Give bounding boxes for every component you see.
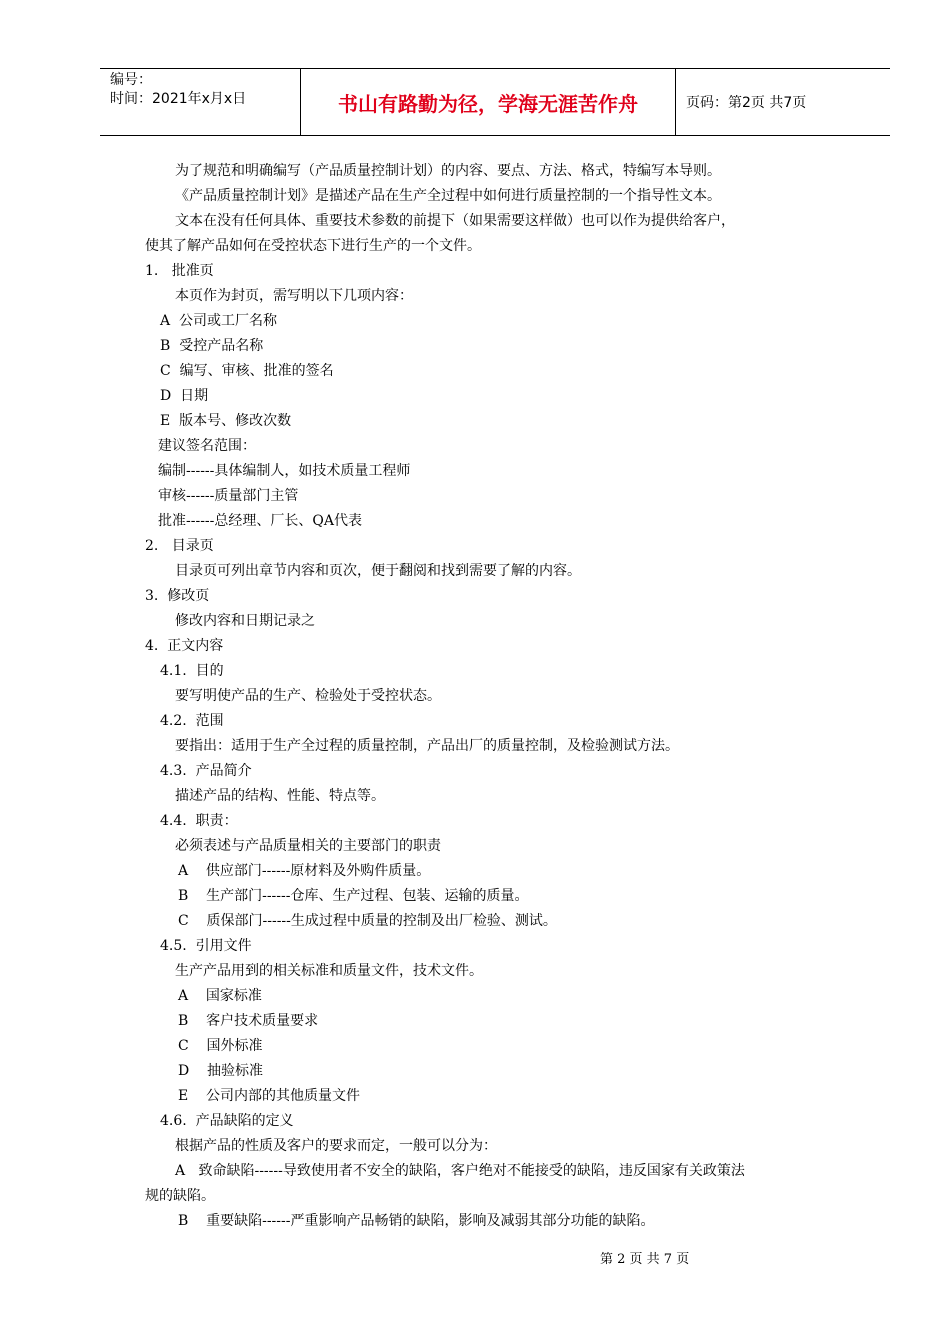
subsection-heading: 4.6. 产品缺陷的定义: [160, 1113, 294, 1129]
body-text: 目录页可列出章节内容和页次，便于翻阅和找到需要了解的内容。: [175, 563, 581, 579]
intro-line: 《产品质量控制计划》是描述产品在生产全过程中如何进行质量控制的一个指导性文本。: [175, 188, 721, 204]
body-text: 本页作为封页，需写明以下几项内容：: [175, 288, 413, 304]
intro-line: 使其了解产品如何在受控状态下进行生产的一个文件。: [145, 238, 481, 254]
section-heading: 2. 目录页: [145, 538, 214, 554]
list-item: A 供应部门------原材料及外购件质量。: [178, 863, 431, 879]
subsection-heading: 4.2. 范围: [160, 713, 224, 729]
list-item: B 重要缺陷------严重影响产品畅销的缺陷，影响及减弱其部分功能的缺陷。: [178, 1213, 655, 1229]
body-text: 描述产品的结构、性能、特点等。: [175, 788, 385, 804]
list-item: D 抽验标准: [178, 1063, 264, 1079]
list-item: A 公司或工厂名称: [160, 313, 278, 329]
list-item: A 致命缺陷------导致使用者不安全的缺陷，客户绝对不能接受的缺陷，违反国家有关政策法: [175, 1163, 745, 1179]
body-text: 根据产品的性质及客户的要求而定，一般可以分为：: [175, 1138, 497, 1154]
list-item: E 版本号、修改次数: [160, 413, 292, 429]
header-meta: [100, 69, 301, 135]
body-text: 生产产品用到的相关标准和质量文件，技术文件。: [175, 963, 483, 979]
list-item: D 日期: [160, 388, 209, 404]
signature-role: 批准------总经理、厂长、QA代表: [158, 513, 362, 529]
section-heading: 1. 批准页: [145, 263, 214, 279]
list-item-continuation: 规的缺陷。: [145, 1188, 215, 1204]
header-motto: 书山有路勤为径，学海无涯苦作舟: [301, 69, 676, 135]
body-text: 建议签名范围：: [158, 438, 256, 454]
section-heading: 4. 正文内容: [145, 638, 224, 654]
list-item: C 质保部门------生成过程中质量的控制及出厂检验、测试。: [178, 913, 557, 929]
body-text: 必须表述与产品质量相关的主要部门的职责: [175, 838, 441, 854]
subsection-heading: 4.5. 引用文件: [160, 938, 252, 954]
section-heading: 3. 修改页: [145, 588, 210, 604]
body-text: 修改内容和日期记录之: [175, 613, 315, 629]
header-page-number: 页码：第2页 共7页: [686, 95, 807, 111]
intro-line: 为了规范和明确编写（产品质量控制计划）的内容、要点、方法、格式，特编写本导则。: [175, 163, 721, 179]
list-item: C 国外标准: [178, 1038, 263, 1054]
body-text: 要写明使产品的生产、检验处于受控状态。: [175, 688, 441, 704]
subsection-heading: 4.1. 目的: [160, 663, 224, 679]
signature-role: 审核------质量部门主管: [158, 488, 299, 504]
list-item: E 公司内部的其他质量文件: [178, 1088, 361, 1104]
list-item: B 客户技术质量要求: [178, 1013, 319, 1029]
document-time-label: 时间：2021年x月x日: [110, 91, 247, 107]
body-text: 要指出：适用于生产全过程的质量控制，产品出厂的质量控制，及检验测试方法。: [175, 738, 679, 754]
list-item: B 受控产品名称: [160, 338, 264, 354]
subsection-heading: 4.3. 产品简介: [160, 763, 252, 779]
list-item: A 国家标准: [178, 988, 262, 1004]
subsection-heading: 4.4. 职责：: [160, 813, 238, 829]
intro-line: 文本在没有任何具体、重要技术参数的前提下（如果需要这样做）也可以作为提供给客户，: [175, 213, 735, 229]
document-number-label: 编号：: [110, 72, 152, 88]
page-footer: 第 2 页 共 7 页: [600, 1252, 690, 1267]
page-header: [100, 68, 890, 136]
list-item: B 生产部门------仓库、生产过程、包装、运输的质量。: [178, 888, 529, 904]
list-item: C 编写、审核、批准的签名: [160, 363, 334, 379]
signature-role: 编制------具体编制人，如技术质量工程师: [158, 463, 411, 479]
